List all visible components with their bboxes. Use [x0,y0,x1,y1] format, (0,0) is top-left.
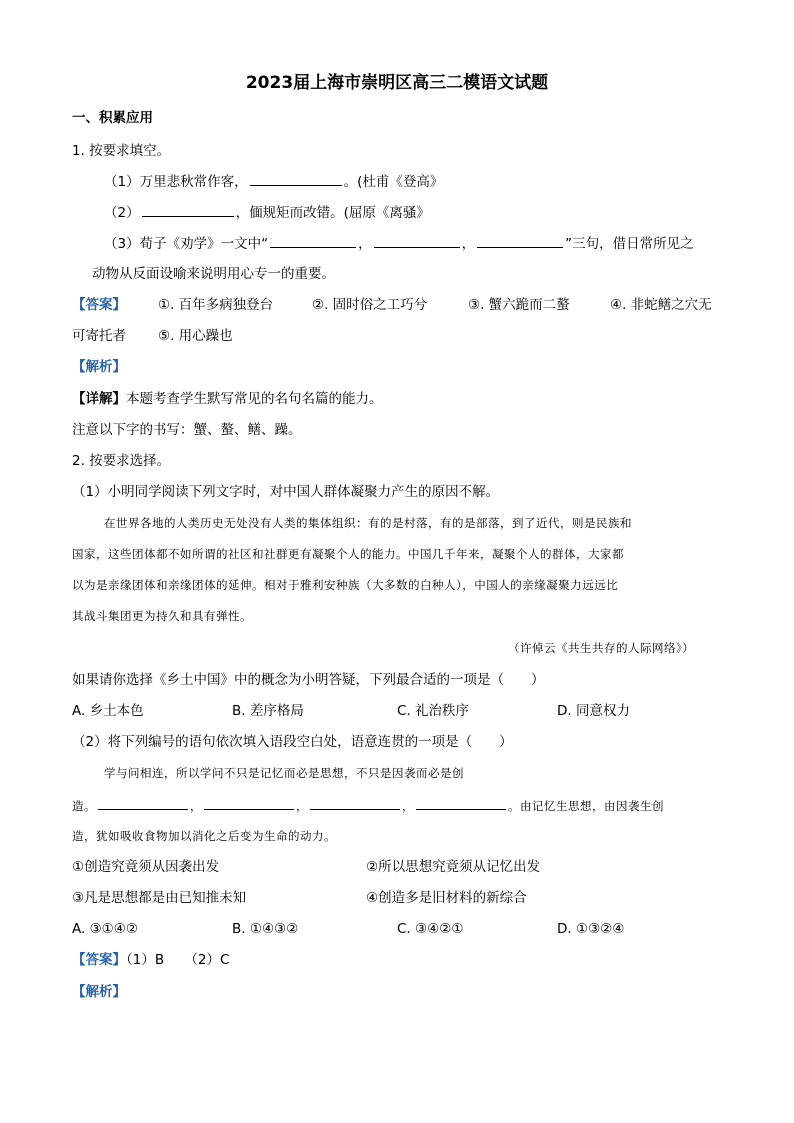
separator: ， [190,799,202,813]
q1-item2-text-a: （2） [104,205,140,221]
q1-item-1 [104,171,443,192]
answer-tag: 【答案】 [72,952,126,968]
fill-blank [270,233,356,248]
statement-3: ③凡是思想都是由已知推未知 [72,890,247,906]
q1-item3-line2: 动物从反面设喻来说明用心专一的重要。 [92,266,335,282]
answer-tag: 【答案】 [72,297,126,313]
q1-note: 注意以下字的书写：蟹、螯、鳝、躁。 [72,422,302,438]
para-text-a: 造。 [72,799,96,813]
q2-option2-c: C. ③④②① [397,921,464,937]
fill-blank [416,795,506,810]
q1-item3-text-b: ”三句，借日常所见之 [565,236,694,252]
page-title: 2023届上海市崇明区高三二模语文试题 [245,73,549,93]
quote-source: （许倬云《共生共存的人际网络》） [508,641,695,655]
q2-option-a: A. 乡土本色 [72,703,144,719]
fill-blank [204,795,294,810]
q2-sub1: （1）小明同学阅读下列文字时，对中国人群体凝聚力产生的原因不解。 [72,484,500,500]
q1-answer-3: ③. 蟹六跪而二螯 [468,297,570,313]
q1-answer-2: ②. 固时俗之工巧兮 [312,297,428,313]
q1-item-2 [104,202,430,223]
analysis-tag: 【解析】 [72,359,126,375]
q1-detail [72,389,383,409]
q2-option-d: D. 同意权力 [557,703,630,719]
q1-item2-text-b: ，偭规矩而改错。(屈原《离骚》 [235,205,430,221]
para-line-2 [72,795,664,816]
q1-heading: 1. 按要求填空。 [72,143,171,159]
fill-blank [142,202,234,217]
section-heading: 一、积累应用 [72,110,153,126]
statement-4: ④创造多是旧材料的新综合 [366,890,527,906]
q1-answer-4: ④. 非蛇鳝之穴无 [610,297,712,313]
q1-item3-text-a: （3）荀子《劝学》一文中“ [104,236,269,252]
separator: ， [296,799,308,813]
statement-1: ①创造究竟须从因袭出发 [72,859,220,875]
fill-blank [250,171,342,186]
q1-item1-text-b: 。(杜甫《登高》 [343,174,444,190]
quote-line-1: 在世界各地的人类历史无处没有人类的集体组织：有的是村落，有的是部落，到了近代，则是民族和 [104,516,632,530]
separator: ， [358,236,372,252]
detail-text: 本题考查学生默写常见的名句名篇的能力。 [126,391,383,407]
fill-blank [477,233,563,248]
q2-option2-d: D. ①③②④ [557,921,625,937]
analysis-tag: 【解析】 [72,984,126,1000]
fill-blank [374,233,460,248]
q1-answer-1: ①. 百年多病独登台 [158,297,274,313]
separator: ， [402,799,414,813]
q2-option-c: C. 礼治秩序 [397,703,470,719]
q2-option2-b: B. ①④③② [232,921,299,937]
para-line-1: 学与问相连，所以学问不只是记忆而必是思想，不只是因袭而必是创 [104,766,464,780]
q1-item-3 [104,233,694,254]
statement-2: ②所以思想究竟须从记忆出发 [366,859,541,875]
para-line-3: 造，犹如吸收食物加以消化之后变为生命的动力。 [72,829,336,843]
fill-blank [310,795,400,810]
q1-answer-4-cont: 可寄托者 [72,328,126,344]
q2-answer-text: （1）B （2）C [126,952,230,968]
q2-sub2: （2）将下列编号的语句依次填入语段空白处，语意连贯的一项是（ ） [72,734,513,750]
q2-option-b: B. 差序格局 [232,703,304,719]
quote-line-3: 以为是亲缘团体和亲缘团体的延伸。相对于雅利安种族（大多数的白种人），中国人的亲缘凝聚力远远比 [72,578,619,592]
quote-line-4: 其战斗集团更为持久和具有弹性。 [72,609,252,623]
q2-option2-a: A. ③①④② [72,921,138,937]
q1-item1-text-a: （1）万里悲秋常作客， [104,174,248,190]
q1-answer-row [72,295,126,315]
q1-answer-5: ⑤. 用心躁也 [158,328,233,344]
q2-answer-row [72,950,229,970]
q2-question-1: 如果请你选择《乡土中国》中的概念为小明答疑，下列最合适的一项是（ ） [72,672,545,688]
detail-tag: 【详解】 [72,391,126,407]
q2-heading: 2. 按要求选择。 [72,453,171,469]
separator: ， [461,236,476,252]
fill-blank [98,795,188,810]
quote-line-2: 国家，这些团体都不如所谓的社区和社群更有凝聚个人的能力。中国几千年来，凝聚个人的群体，大家都 [72,547,624,561]
para-text-b: 。由记忆生思想，由因袭生创 [508,799,664,813]
